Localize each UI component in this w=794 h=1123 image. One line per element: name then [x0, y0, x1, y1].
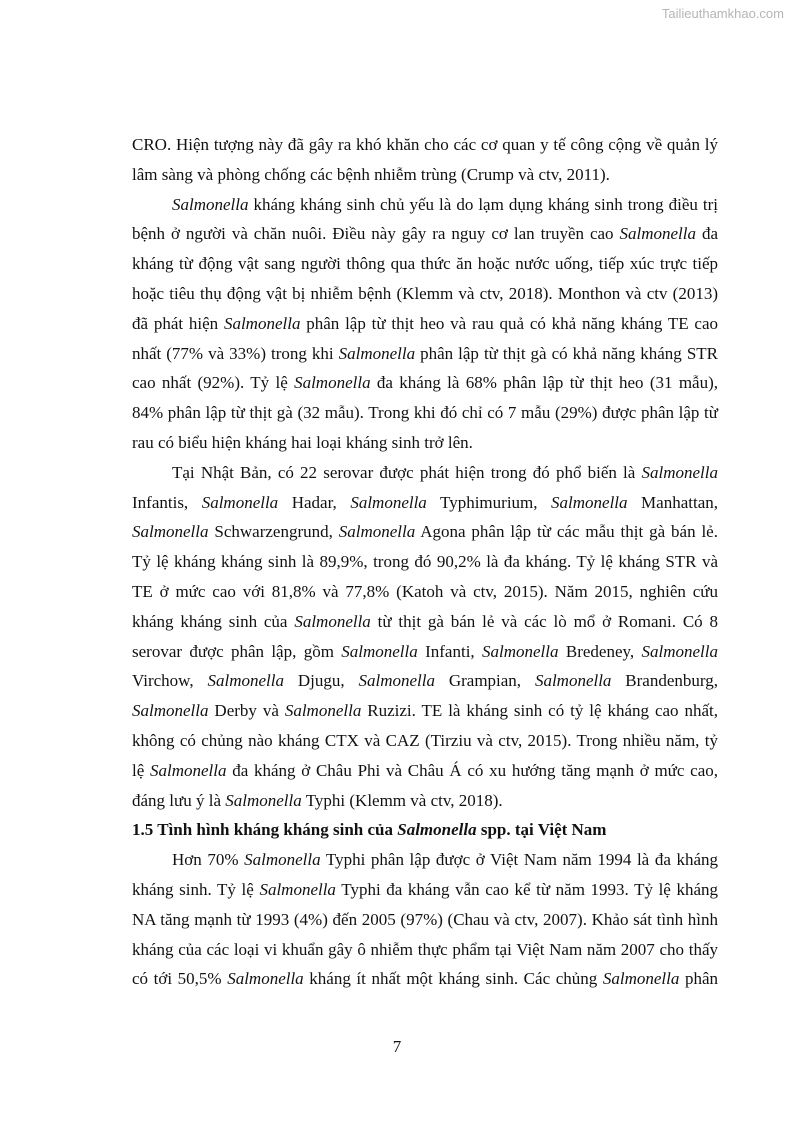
text-line	[132, 458, 718, 488]
italic-text: Salmonella	[227, 969, 304, 989]
text-run: kháng kháng sinh của	[132, 611, 295, 631]
paragraph	[132, 845, 718, 994]
text-run: Ruzizi. TE là kháng sinh có tỷ lệ kháng cao nhất,	[361, 701, 718, 721]
italic-text: Salmonella	[350, 492, 427, 512]
text-run: Djugu,	[283, 671, 359, 691]
text-run: Typhi đa kháng vẫn cao kể từ năm 1993. Tỷ lệ kháng	[335, 879, 719, 899]
text-run: bệnh ở người và chăn nuôi. Điều này gây ra nguy cơ lan truyền cao	[132, 224, 620, 244]
text-run: Typhi phân lập được ở Việt Nam năm 1994 là đa kháng	[320, 850, 719, 870]
text-line	[132, 130, 718, 160]
text-line	[132, 756, 718, 786]
text-run: phân lập từ thịt heo và rau quả có khả năng kháng TE cao	[300, 313, 718, 333]
text-run: kháng kháng sinh chủ yếu là do lạm dụng kháng sinh trong điều trị	[248, 194, 718, 214]
text-line	[132, 696, 718, 726]
italic-text: Salmonella	[223, 313, 301, 333]
italic-text: Salmonella	[338, 522, 416, 542]
text-run: từ thịt gà bán lẻ và các lò mổ ở Romani. Có 8	[370, 611, 718, 631]
text-run: kháng sinh. Tỷ lệ	[132, 879, 260, 899]
text-run: lâm sàng và phòng chống các bệnh nhiễm trùng (Crump và ctv, 2011).	[132, 164, 610, 184]
text-run: phân lập từ thịt gà có khả năng kháng STR	[415, 343, 718, 363]
text-run: Typhi (Klemm và ctv, 2018).	[301, 790, 503, 810]
italic-text: Salmonella	[150, 760, 227, 780]
text-run: TE ở mức cao với 81,8% và 77,8% (Katoh và ctv, 2015). Năm 2015, nghiên cứu	[132, 581, 718, 601]
text-run: CRO. Hiện tượng này đã gây ra khó khăn cho các cơ quan y tế công cộng về quản lý	[132, 135, 718, 154]
text-line	[132, 219, 718, 249]
text-run: Bredeney,	[558, 641, 642, 661]
italic-text: Salmonella	[132, 522, 209, 542]
text-line	[132, 905, 718, 935]
watermark: Tailieuthamkhao.com	[661, 6, 784, 21]
paragraph	[132, 458, 718, 816]
italic-text: Salmonella	[259, 879, 336, 899]
text-run: Infanti,	[417, 641, 483, 661]
text-line	[132, 428, 718, 458]
text-run: NA tăng mạnh từ 1993 (4%) đến 2005 (97%) (Chau và ctv, 2007). Khảo sát tình hình	[132, 909, 718, 929]
italic-text: Salmonella	[534, 671, 612, 691]
text-run: Hadar,	[278, 492, 351, 512]
text-run: đáng lưu ý là	[132, 790, 226, 810]
text-line	[132, 398, 718, 428]
italic-text: Salmonella	[482, 641, 559, 661]
text-run: Manhattan,	[627, 492, 718, 512]
text-run: Virchow,	[132, 671, 208, 691]
text-line	[132, 607, 718, 637]
document-body	[132, 130, 718, 994]
italic-text: Salmonella	[172, 194, 249, 214]
italic-text: Salmonella	[551, 492, 628, 512]
text-run: không có chủng nào kháng CTX và CAZ (Tirziu và ctv, 2015). Trong nhiều năm, tỷ	[132, 730, 718, 750]
text-run: 84% phân lập từ thịt gà (32 mẫu). Trong khi đó chỉ có 7 mẫu (29%) được phân lập từ	[132, 403, 718, 423]
text-run: nhất (77% và 33%) trong khi	[132, 343, 339, 363]
section-heading	[132, 815, 718, 845]
text-line	[132, 488, 718, 518]
page-number: 7	[392, 1037, 402, 1056]
text-line	[132, 964, 718, 994]
italic-text: Salmonella	[294, 611, 371, 631]
text-run: phân	[679, 969, 718, 989]
italic-text: Salmonella	[201, 492, 279, 512]
text-run: Typhimurium,	[426, 492, 552, 512]
text-run: Grampian,	[434, 671, 535, 691]
text-run: có tới 50,5%	[132, 969, 228, 989]
text-run: Hơn 70%	[172, 850, 245, 870]
italic-text: Salmonella	[602, 969, 680, 989]
text-line	[132, 577, 718, 607]
text-line	[132, 815, 718, 845]
text-run: đa	[696, 224, 718, 244]
text-line	[132, 845, 718, 875]
text-run: Agona phân lập từ các mẫu thịt gà bán lẻ.	[415, 522, 718, 542]
text-run: lệ	[132, 760, 150, 780]
italic-text: Salmonella	[358, 671, 435, 691]
text-line	[132, 666, 718, 696]
italic-text: Salmonella	[641, 462, 718, 482]
text-line	[132, 547, 718, 577]
italic-text: Salmonella	[641, 641, 718, 661]
italic-text: Salmonella	[132, 701, 209, 721]
paragraph	[132, 130, 718, 190]
text-run: serovar được phân lập, gồm	[132, 641, 342, 661]
italic-text: Salmonella	[341, 641, 418, 661]
text-line	[132, 935, 718, 965]
text-run: Tại Nhật Bản, có 22 serovar được phát hiện trong đó phổ biến là	[172, 462, 642, 482]
text-run: kháng từ động vật sang người thông qua thức ăn hoặc nước uống, tiếp xúc trực tiếp	[132, 254, 718, 274]
text-line	[132, 786, 718, 816]
text-run: đa kháng là 68% phân lập từ thịt heo (31 mẫu),	[370, 373, 718, 393]
text-line	[132, 637, 718, 667]
italic-text: Salmonella	[244, 850, 321, 870]
text-run: cao nhất (92%). Tỷ lệ	[132, 373, 295, 393]
text-run: Infantis,	[132, 492, 202, 512]
italic-text: Salmonella	[225, 790, 302, 810]
paragraph	[132, 190, 718, 458]
italic-text: Salmonella	[207, 671, 284, 691]
italic-text: Salmonella	[397, 820, 477, 840]
italic-text: Salmonella	[294, 373, 371, 393]
text-run: đã phát hiện	[132, 313, 224, 333]
text-line	[132, 726, 718, 756]
text-line	[132, 309, 718, 339]
text-run: kháng ít nhất một kháng sinh. Các chủng	[303, 969, 603, 989]
text-run: Tỷ lệ kháng kháng sinh là 89,9%, trong đó 90,2% là đa kháng. Tỷ lệ kháng STR và	[132, 552, 718, 572]
italic-text: Salmonella	[284, 701, 362, 721]
text-line	[132, 160, 718, 190]
text-line	[132, 339, 718, 369]
text-line	[132, 190, 718, 220]
text-run: Schwarzengrund,	[208, 522, 339, 542]
text-run: kháng của các loại vi khuẩn gây ô nhiễm thực phẩm tại Việt Nam năm 2007 cho thấy	[132, 939, 718, 959]
text-line	[132, 279, 718, 309]
text-run: 1.5 Tình hình kháng kháng sinh của	[132, 820, 398, 840]
text-run: hoặc tiêu thụ động vật bị nhiễm bệnh (Klemm và ctv, 2018). Monthon và ctv (2013)	[132, 283, 718, 303]
text-run: đa kháng ở Châu Phi và Châu Á có xu hướng tăng mạnh ở mức cao,	[226, 760, 718, 780]
text-run: Brandenburg,	[611, 671, 718, 691]
italic-text: Salmonella	[619, 224, 696, 244]
text-line	[132, 517, 718, 547]
italic-text: Salmonella	[338, 343, 416, 363]
text-run: Derby và	[208, 701, 285, 721]
text-run: spp. tại Việt Nam	[476, 820, 607, 840]
text-run: rau có biểu hiện kháng hai loại kháng sinh trở lên.	[132, 432, 473, 452]
text-line	[132, 249, 718, 279]
text-line	[132, 875, 718, 905]
text-line	[132, 368, 718, 398]
